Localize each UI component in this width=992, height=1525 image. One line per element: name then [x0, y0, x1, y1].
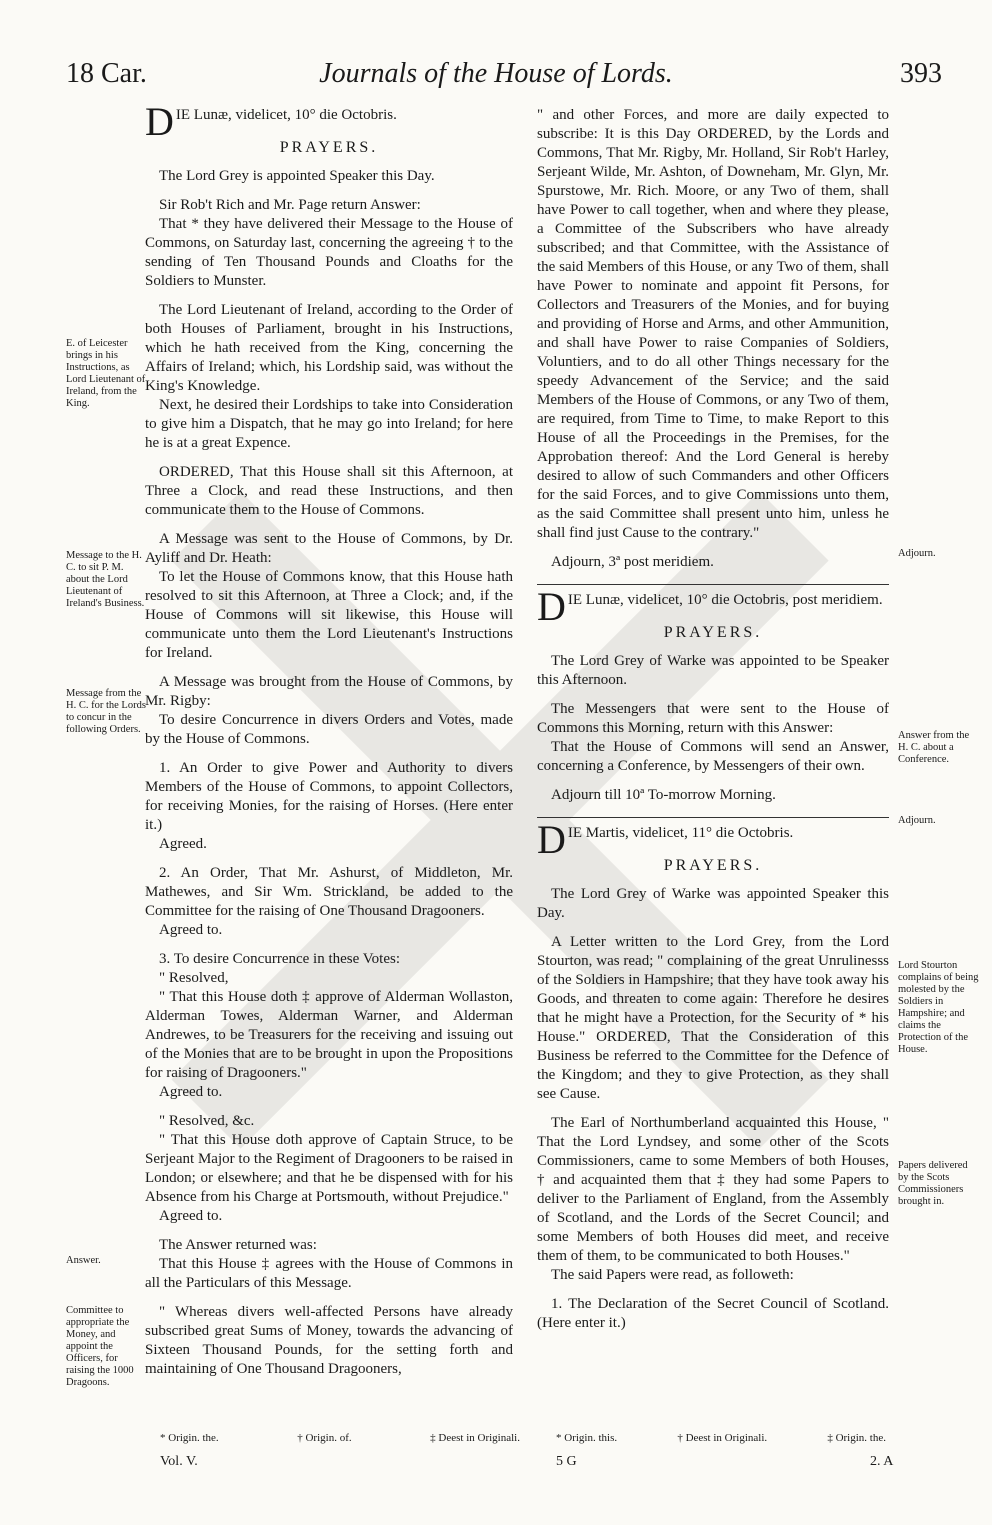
footnotes-right — [556, 1432, 886, 1444]
adjourn-line: Adjourn, 3ª post meridiem. — [551, 554, 714, 570]
paragraph: The Answer returned was: — [159, 1237, 317, 1253]
paragraph: A Letter written to the Lord Grey, from the Lord Stourton, was read; " complaining of the great Unrulinesss of the Soldiers in Hampshire; that they have took away his Goods, and threaten to come again: Therefore he desires that he might have a Protection, for the Security of * his House." ORDERED, That the Consideration of this Business be referred to the Committee for the Defence of the Kingdom; and they to give Protection, as they shall see Cause. — [537, 934, 889, 1102]
day-heading-text: IE Martis, videlicet, 11° die Octobris. — [567, 825, 794, 841]
page-number: 393 — [900, 58, 942, 89]
footnote: * Origin. the. — [160, 1432, 219, 1444]
paragraph: That * they have delivered their Message to the House of Commons, on Saturday last, concerning the agreeing † to the sending of Ten Thousand Pounds and Cloaths for the Soldiers to Munster. — [145, 216, 513, 289]
page-title: Journals of the House of Lords. — [319, 58, 673, 89]
footnote: † Deest in Originali. — [677, 1432, 768, 1444]
volume-label: Vol. V. — [160, 1454, 198, 1469]
prayers-heading: PRAYERS. — [663, 857, 763, 874]
footnote: ‡ Deest in Originali. — [430, 1432, 520, 1444]
paragraph: 3. To desire Concurrence in these Votes: — [159, 951, 400, 967]
paragraph: " Whereas divers well-affected Persons have already subscribed great Sums of Money, towards the advancing of Sixteen Thousand Pounds, for the setting forth and maintaining of One Thousand Dragooners, — [145, 1304, 513, 1377]
paragraph: " Resolved, &c. — [159, 1113, 255, 1129]
footnote: * Origin. this. — [556, 1432, 618, 1444]
day-heading — [145, 99, 513, 144]
paragraph: " and other Forces, and more are daily expected to subscribe: It is this Day ORDERED, by the Lords and Commons, That Mr. Rigby, Mr. Holland, Sir Rob't Harley, Serjeant Wilde, Mr. Ashton, of Downeham, Mr. Glyn, Mr. Spurstowe, Mr. Rich. Moore, or any Two of them, shall have Power to call together, when and where they please, a Committee of the Subscribers who have already subscribed; and that Committee, with the Assistance of the said Members of this House, or any Two of them, shall have Power to nominate and appoint fit Persons, for Collectors and Treasurers of the Monies, and for buying and providing of Horse and Arms, and other Ammunition, and shall have Power to raise Companies of Soldiers, Voluntiers, and to do all other Things necessary for the speedy Advancement of the Service; and the said Members of the House of Commons, or any Two of them, are required, from Time to Time, to make Report to this House of all the Proceedings in the Premises, for the Approbation thereof: And the Lord General is hereby desired to allow of such Commanders and other Officers for the said Forces, and to give Commissions unto them, as the said Committee shall present unto him, unless he shall find just Cause to the contrary." — [537, 107, 889, 541]
drop-cap: D — [537, 584, 566, 629]
paragraph: " That this House doth approve of Captain Struce, to be Serjeant Major to the Regiment of Dragooners to be raised in London; or elsewhere; and that he be dispensed with for his Absence from his Charge at Portsmouth, without Prejudice." — [145, 1132, 513, 1205]
section-rule — [537, 817, 889, 818]
paragraph: The Lord Grey of Warke was appointed Speaker this Day. — [537, 886, 889, 921]
footnote: † Origin. of. — [297, 1432, 352, 1444]
paragraph: ORDERED, That this House shall sit this Afternoon, at Three a Clock, and read these Instructions, and then communicate them to the House of Commons. — [145, 464, 513, 518]
paragraph: 1. The Declaration of the Secret Council of Scotland. (Here enter it.) — [537, 1296, 889, 1331]
paragraph: That the House of Commons will send an Answer, concerning a Conference, by Messengers of their own. — [537, 739, 889, 774]
catchword: 2. A — [870, 1454, 894, 1469]
paragraph: " That this House doth ‡ approve of Alderman Wollaston, Alderman Towes, Alderman Warner, and Alderman Andrewes, to be Treasurers for the receiving and issuing out of the Monies that are to be brought in upon the Propositions for raising of Dragooners." — [145, 989, 513, 1081]
header-regnal-year: 18 Car. — [66, 58, 147, 89]
footnotes-left — [160, 1432, 520, 1444]
paragraph: To desire Concurrence in divers Orders and Votes, made by the House of Commons. — [145, 712, 513, 747]
day-heading — [537, 584, 889, 629]
margin-note: Committee to appropriate the Money, and appoint the Officers, for raising the 1000 Dragoons. — [66, 1305, 134, 1388]
drop-cap: D — [145, 99, 174, 144]
section-rule — [537, 584, 889, 585]
margin-note: Answer from the H. C. about a Conference. — [898, 730, 970, 765]
paragraph: " Resolved, — [159, 970, 229, 986]
prayers-heading: PRAYERS. — [279, 139, 379, 156]
prayers-heading: PRAYERS. — [663, 624, 763, 641]
paragraph: Agreed to. — [159, 1208, 223, 1224]
paragraph: The said Papers were read, as followeth: — [551, 1267, 794, 1283]
signature-mark: 5 G — [556, 1454, 577, 1469]
paragraph: The Lord Grey is appointed Speaker this Day. — [159, 168, 435, 184]
paragraph: A Message was sent to the House of Commons, by Dr. Ayliff and Dr. Heath: — [145, 531, 513, 566]
left-column — [145, 99, 513, 1379]
margin-note: Adjourn. — [898, 815, 936, 826]
margin-note: Answer. — [66, 1255, 101, 1266]
margin-note: Lord Stourton complains of being molested by the Soldiers in Hampshire; and claims the Protection of the House. — [898, 960, 979, 1055]
margin-note: Message to the H. C. to sit P. M. about the Lord Lieutenant of Ireland's Business. — [66, 550, 145, 609]
day-heading — [537, 817, 889, 862]
paragraph: The Lord Lieutenant of Ireland, according to the Order of both Houses of Parliament, brought in his Instructions, which he hath received from the King, concerning the Affairs of Ireland; which, his Lordship said, was without the King's Knowledge. — [145, 302, 513, 394]
margin-note: Adjourn. — [898, 548, 936, 559]
right-column — [537, 106, 889, 1333]
paragraph: That this House ‡ agrees with the House of Commons in all the Particulars of this Message. — [145, 1256, 513, 1291]
paragraph: A Message was brought from the House of Commons, by Mr. Rigby: — [145, 674, 513, 709]
adjourn-line: Adjourn till 10ª To-morrow Morning. — [551, 787, 776, 803]
paragraph: Next, he desired their Lordships to take into Consideration to give him a Dispatch, that he may go into Ireland; for here he is at a great Expence. — [145, 397, 513, 451]
drop-cap: D — [537, 817, 566, 862]
day-heading-text: IE Lunæ, videlicet, 10° die Octobris. — [175, 107, 397, 123]
paragraph: Sir Rob't Rich and Mr. Page return Answer: — [159, 197, 421, 213]
paragraph: To let the House of Commons know, that this House hath resolved to sit this Afternoon, at Three a Clock; and, if the House of Commons will sit likewise, this House will communicate unto them the Lord Lieutenant's Instructions for Ireland. — [145, 569, 513, 661]
paragraph: Agreed to. — [159, 1084, 223, 1100]
paragraph: 1. An Order to give Power and Authority to divers Members of the House of Commons, to appoint Collectors, for receiving Monies, for the raising of Horses. (Here enter it.) — [145, 760, 513, 833]
day-heading-text: IE Lunæ, videlicet, 10° die Octobris, post meridiem. — [567, 592, 883, 608]
margin-note: E. of Leicester brings in his Instructions, as Lord Lieutenant of Ireland, from the King. — [66, 338, 146, 409]
paragraph: Agreed to. — [159, 922, 223, 938]
paragraph: The Lord Grey of Warke was appointed to be Speaker this Afternoon. — [537, 653, 889, 688]
paragraph: The Earl of Northumberland acquainted this House, " That the Lord Lyndsey, and some other of the Scots Commissioners, came to some Members of both Houses, † and acquainted them that ‡ they had some Papers to deliver to the Parliament of England, from the Assembly of Scotland, and the Lords of the Secret Council; and some Members of both Houses did meet, and receive them of them, to be communicated to both Houses." — [537, 1115, 889, 1264]
paragraph: The Messengers that were sent to the House of Commons this Morning, return with this Answer: — [537, 701, 889, 736]
paragraph: 2. An Order, That Mr. Ashurst, of Middleton, Mr. Mathewes, and Sir Wm. Strickland, be added to the Committee for the raising of One Thousand Dragooners. — [145, 865, 513, 919]
paragraph: Agreed. — [159, 836, 207, 852]
margin-note: Papers delivered by the Scots Commissioners brought in. — [898, 1160, 968, 1207]
footnote: ‡ Origin. the. — [827, 1432, 886, 1444]
margin-note: Message from the H. C. for the Lords to concur in the following Orders. — [66, 688, 146, 735]
